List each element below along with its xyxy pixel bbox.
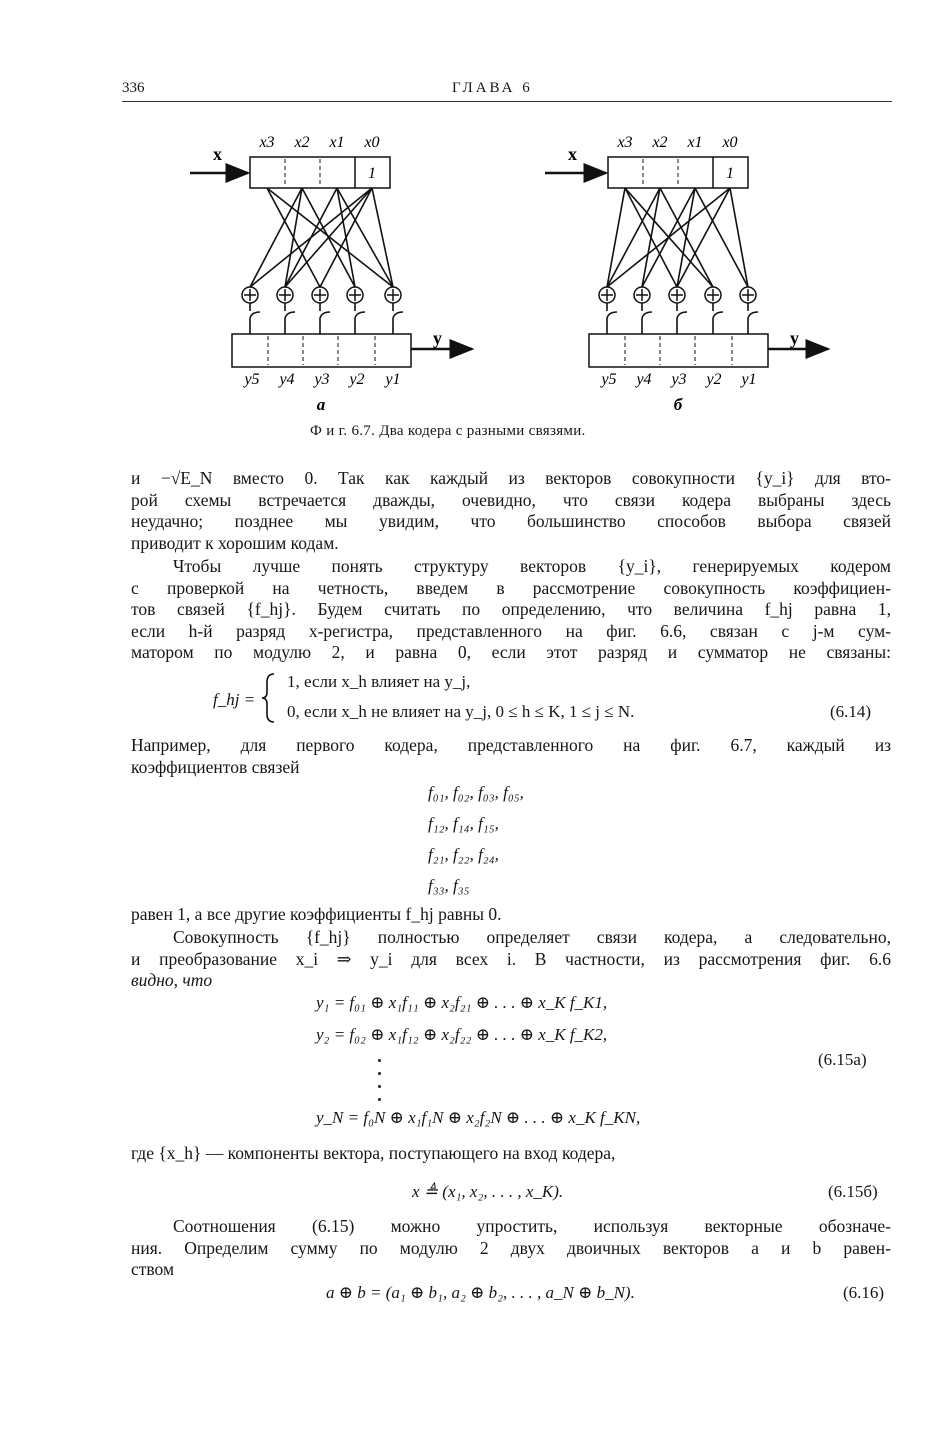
eq616-number: (6.16) [843,1283,885,1302]
out-label-y1-a: y1 [385,371,401,388]
output-label-a: y [433,328,442,348]
input-label-b: x [568,144,577,164]
const-cell-a: 1 [368,165,376,182]
connections-a [250,188,393,287]
eq615a-row2: y₂ = f₀₂ ⊕ x₁f₁₂ ⊕ x₂f₂₂ ⊕ . . . ⊕ x_K f_K2, [316,1025,608,1044]
coef-row: f₀₁, f₀₂, f₀₃, f₀₅, [428,783,524,802]
text-line: тов связей {f_hj}. Будем считать по определению, что величина f_hj равна 1, [131,599,891,619]
text-line: и преобразование x_i ⇒ y_i для всех i. В частности, из рассмотрения фиг. 6.6 [131,948,891,969]
coef-row: f₁₂, f₁₄, f₁₅, [428,814,499,833]
input-label-a: x [213,144,222,164]
encoder-figure [180,125,860,425]
eq614-case1: 1, если x_h влияет на y_j, [287,672,471,691]
coef-row: f₂₁, f₂₂, f₂₄, [428,845,499,864]
out-label-y5-a: y5 [244,371,260,388]
output-label-b: y [790,328,799,348]
reg-label-x3-b: x3 [617,134,633,151]
eq614-number: (6.14) [830,702,872,721]
text-line: если h-й разряд x-регистра, представленного на фиг. 6.6, связан с j-м сум- [131,620,891,641]
connections-b [607,188,748,287]
paragraph-3 [131,735,891,778]
out-label-y1-b: y1 [741,371,757,388]
const-cell-b: 1 [726,165,734,182]
text-line: и −√E_N вместо 0. Так как каждый из векторов совокупности {y_i} для вто- [131,468,891,488]
reg-label-x3-a: x3 [259,134,275,151]
text-line: видно, что [131,970,213,990]
eq615b-expr: x ≜ (x₁, x₂, . . . , x_K). [412,1182,564,1201]
text-line: приводит к хорошим кодам. [131,532,339,553]
switches-a [250,303,403,334]
out-label-y5-b: y5 [601,371,617,388]
running-title: ГЛАВА 6 [452,80,533,96]
out-label-y4-a: y4 [279,371,295,388]
page-number: 336 [122,80,145,96]
eq615a-row1: y₁ = f₀₁ ⊕ x₁f₁₁ ⊕ x₂f₂₁ ⊕ . . . ⊕ x_K f_K1, [316,993,608,1012]
reg-label-x2-a: x2 [294,134,310,151]
eq614-brace [260,672,278,724]
out-label-y3-a: y3 [314,371,330,388]
eq615a-number: (6.15а) [818,1050,867,1069]
panel-letter-a: а [316,395,326,414]
adders-b [599,287,756,303]
text-line: Совокупность {f_hj} полностью определяет связи кодера, а следовательно, [173,927,891,947]
figure-caption: Ф и г. 6.7. Два кодера с разными связями. [310,423,586,439]
text-line: матором по модулю 2, и равна 0, если этот разряд и сумматор не связаны: [131,642,891,662]
encoder-a [190,134,472,414]
out-label-y2-a: y2 [349,371,365,388]
eq615b-number: (6.15б) [828,1182,878,1201]
reg-label-x2-b: x2 [652,134,668,151]
text-line: коэффициентов связей [131,756,300,777]
out-label-y4-b: y4 [636,371,652,388]
text-line: ством [131,1259,175,1279]
text-line: Соотношения (6.15) можно упростить, используя векторные обозначе- [173,1216,891,1236]
paragraph-6: где {x_h} — компоненты вектора, поступающего на вход кодера, [131,1143,616,1163]
switches-b [607,303,758,334]
reg-label-x0-b: x0 [722,134,738,151]
reg-label-x1-a: x1 [329,134,345,151]
text-line: с проверкой на четность, введем в рассмотрение совокупность коэффициен- [131,577,891,598]
encoder-b [545,134,828,414]
header-rule [122,101,892,102]
vertical-ellipsis-dot [378,1085,381,1088]
output-register-a [232,334,411,367]
paragraph-1 [131,468,891,554]
eq614-case2: 0, если x_h не влияет на y_j, 0 ≤ h ≤ K, 1 ≤ j ≤ N. [287,702,635,721]
eq614-lhs: f_hj = [213,690,256,709]
out-label-y3-b: y3 [671,371,687,388]
text-line: неудачно; позднее мы увидим, что большинство способов выбора связей [131,511,891,531]
output-register-b [589,334,768,367]
vertical-ellipsis-dot [378,1098,381,1101]
text-line: рой схемы встречается дважды, очевидно, что связи кодера выбраны здесь [131,489,891,510]
text-line: ния. Определим сумму по модулю 2 двух двоичных векторов a и b равен- [131,1237,891,1258]
vertical-ellipsis-dot [378,1059,381,1062]
eq615a-rowN: y_N = f₀N ⊕ x₁f₁N ⊕ x₂f₂N ⊕ . . . ⊕ x_K f_KN, [316,1108,641,1127]
reg-label-x0-a: x0 [364,134,380,151]
text-line: Например, для первого кодера, представленного на фиг. 6.7, каждый из [131,735,891,755]
paragraph-5 [131,927,891,992]
reg-label-x1-b: x1 [687,134,703,151]
adders-a [242,287,401,303]
paragraph-7 [131,1216,891,1281]
coef-row: f₃₃, f₃₅ [428,876,470,895]
paragraph-4: равен 1, а все другие коэффициенты f_hj равны 0. [131,904,502,924]
vertical-ellipsis-dot [378,1072,381,1075]
paragraph-2 [131,556,891,664]
out-label-y2-b: y2 [706,371,722,388]
eq616-expr: a ⊕ b = (a₁ ⊕ b₁, a₂ ⊕ b₂, . . . , a_N ⊕ b_N). [326,1283,635,1302]
text-line: Чтобы лучше понять структуру векторов {y_i}, генерируемых кодером [173,556,891,576]
panel-letter-b: б [673,395,683,414]
